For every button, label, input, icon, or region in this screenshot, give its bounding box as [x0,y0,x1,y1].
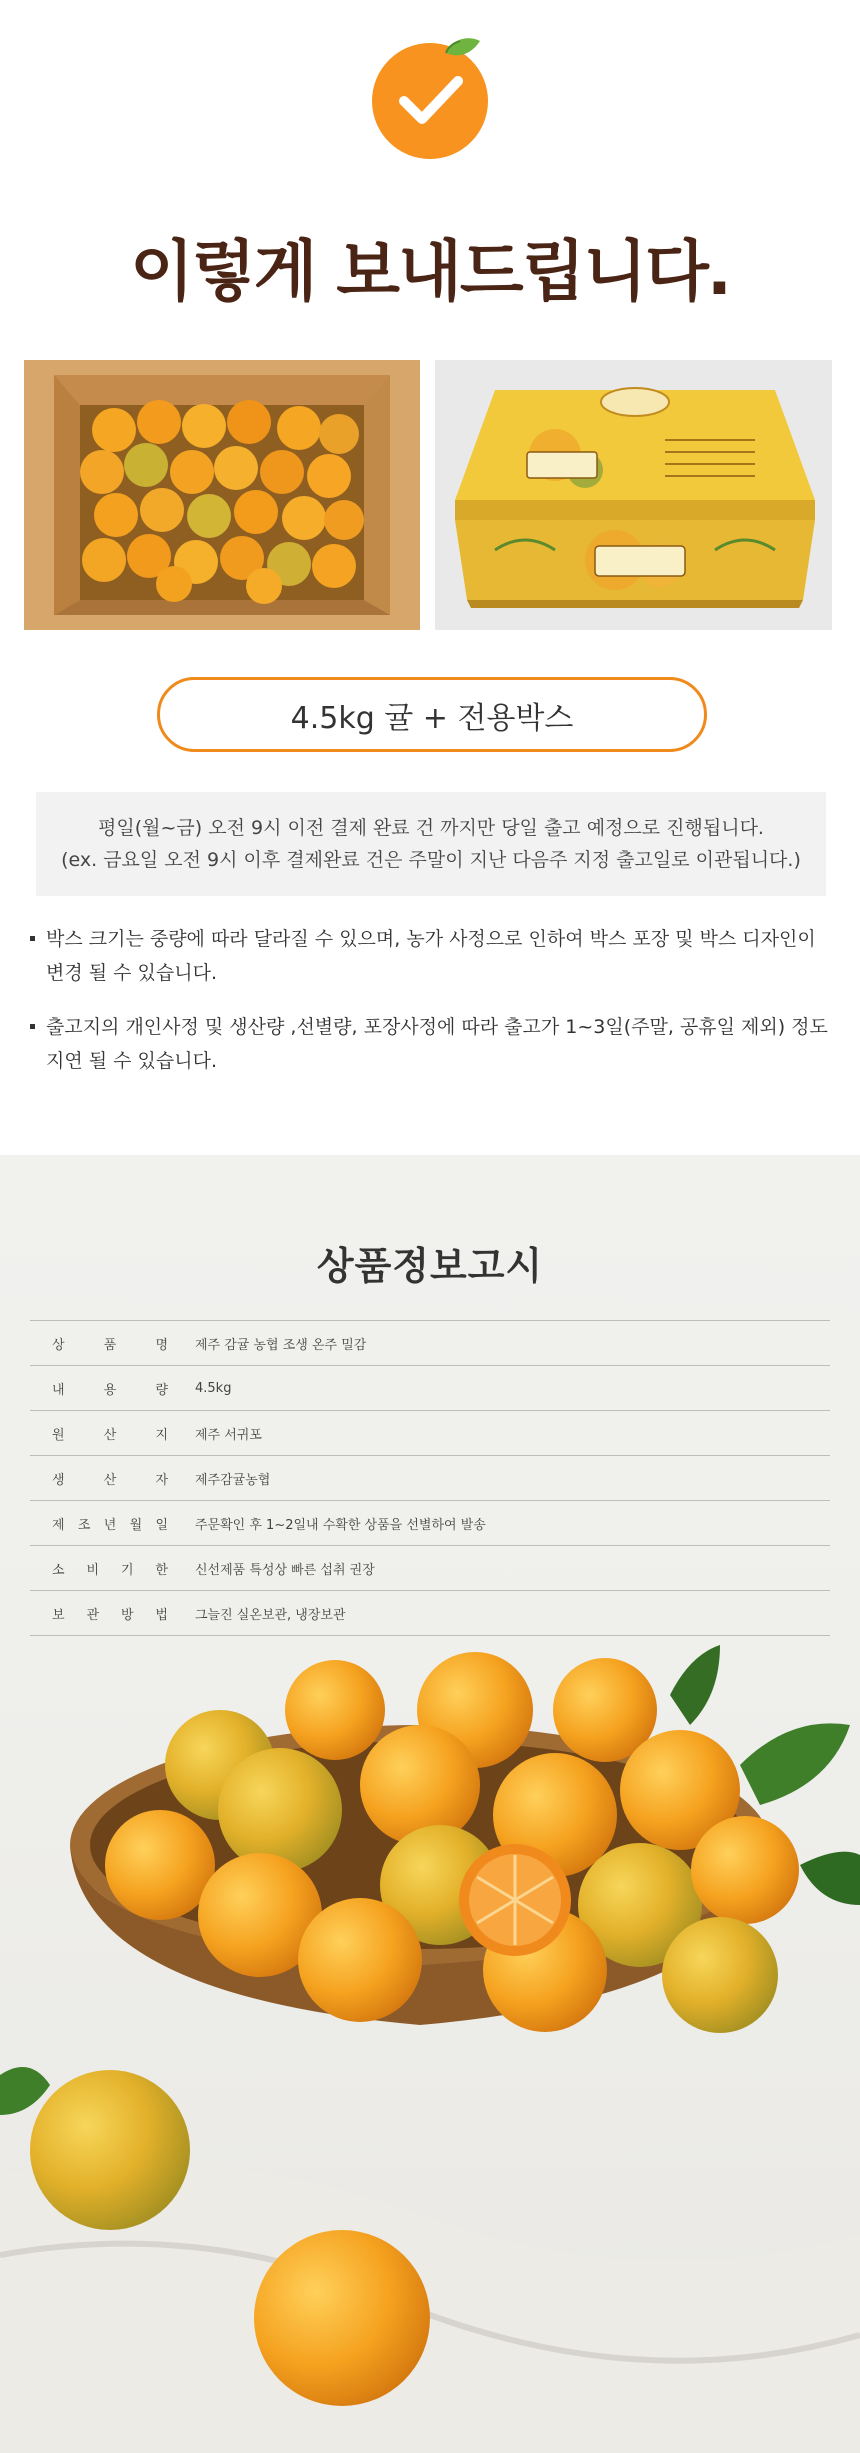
info-value: 제주감귤농협 [195,1472,271,1488]
product-info-title: 상품정보고시 [316,1244,544,1288]
info-label-char: 한 [155,1562,168,1578]
info-label [30,1424,180,1443]
info-value: 주문확인 후 1~2일내 수확한 상품을 선별하여 발송 [195,1517,486,1533]
info-label-char: 품 [103,1337,117,1353]
info-label-char: 상 [52,1337,65,1353]
info-label-char: 보 [52,1607,65,1623]
check-badge-icon [368,35,492,159]
info-label-char: 조 [77,1517,91,1533]
shipping-notice [36,792,826,896]
info-label-char: 량 [155,1382,168,1398]
product-info-table [30,1320,830,1636]
info-label-char: 년 [103,1517,117,1533]
info-label-char: 지 [155,1427,168,1443]
gift-box-photo [435,360,832,630]
info-label-char: 산 [103,1472,117,1488]
info-label-char: 명 [155,1337,168,1353]
package-label: 4.5kg 귤 + 전용박스 [157,677,707,752]
open-box-photo [24,360,420,630]
info-label [30,1514,180,1533]
info-label-char: 내 [52,1382,65,1398]
info-label [30,1334,180,1353]
caution-list [28,922,838,1098]
info-label-char: 소 [52,1562,65,1578]
info-label-char: 비 [86,1562,100,1578]
info-row [30,1366,830,1411]
shipping-notice-line-2: (ex. 금요일 오전 9시 이후 결제완료 건은 주말이 지난 다음주 지정 출고일로 이관됩니다.) [61,849,801,871]
shipping-notice-line-1: 평일(월~금) 오전 9시 이전 결제 완료 건 까지만 당일 출고 예정으로 진행됩니다. [98,817,764,839]
info-label-char: 제 [52,1517,65,1533]
page-title: 이렇게 보내드립니다. [130,233,730,310]
info-label-char: 법 [155,1607,168,1623]
info-label [30,1469,180,1488]
info-label [30,1379,180,1398]
info-label-char: 원 [52,1427,65,1443]
info-label-char: 용 [103,1382,117,1398]
info-label-char: 자 [155,1472,168,1488]
info-value: 4.5kg [195,1380,232,1396]
info-label-char: 생 [52,1472,65,1488]
info-row [30,1321,830,1366]
info-value: 신선제품 특성상 빠른 섭취 권장 [195,1562,375,1578]
info-label-char: 산 [103,1427,117,1443]
info-label-char: 방 [120,1607,134,1623]
tangerine-basket-photo [0,1615,860,2453]
caution-item: 박스 크기는 중량에 따라 달라질 수 있으며, 농가 사정으로 인하여 박스 포장 및 박스 디자인이 변경 될 수 있습니다. [28,922,838,990]
caution-item: 출고지의 개인사정 및 생산량 ,선별량, 포장사정에 따라 출고가 1~3일(주말, 공휴일 제외) 정도 지연 될 수 있습니다. [28,1010,838,1078]
info-label-char: 일 [155,1517,168,1533]
info-row [30,1546,830,1591]
info-label [30,1559,180,1578]
info-row [30,1411,830,1456]
info-value: 제주 감귤 농협 조생 온주 밀감 [195,1337,367,1353]
info-label-char: 기 [120,1562,134,1578]
info-value: 제주 서귀포 [195,1427,262,1443]
info-label-char: 관 [86,1607,100,1623]
info-row [30,1501,830,1546]
info-value: 그늘진 실온보관, 냉장보관 [195,1607,346,1623]
product-info-section [0,1155,860,2453]
info-label-char: 월 [129,1517,143,1533]
info-row [30,1456,830,1501]
